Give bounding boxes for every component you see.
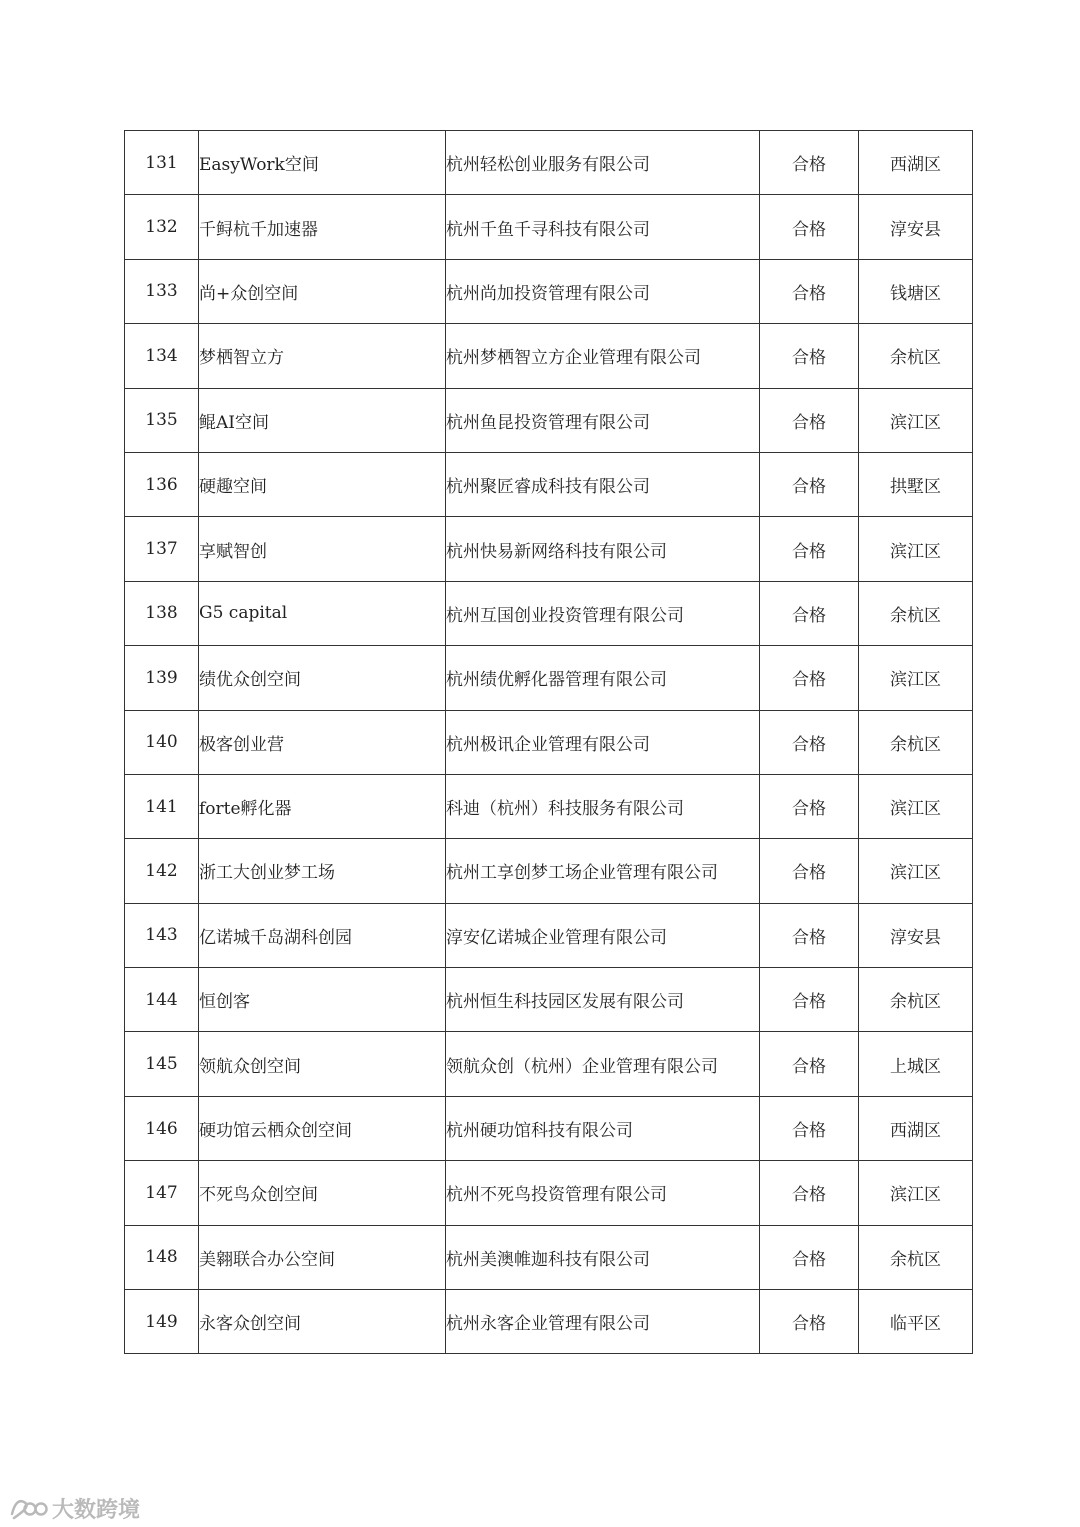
cell-operator-company: 杭州快易新网络科技有限公司 — [446, 517, 760, 581]
cell-number: 144 — [125, 968, 199, 1032]
cell-assessment-result: 合格 — [760, 1225, 859, 1289]
cell-district: 临平区 — [859, 1290, 973, 1354]
cell-space-name: 尚+众创空间 — [199, 259, 446, 323]
space-list-table — [124, 130, 973, 1354]
cell-district: 淳安县 — [859, 195, 973, 259]
cell-assessment-result: 合格 — [760, 131, 859, 195]
cell-assessment-result: 合格 — [760, 581, 859, 645]
cell-operator-company: 杭州恒生科技园区发展有限公司 — [446, 968, 760, 1032]
cell-number: 135 — [125, 388, 199, 452]
cell-district: 余杭区 — [859, 324, 973, 388]
cell-district: 滨江区 — [859, 388, 973, 452]
cell-number: 140 — [125, 710, 199, 774]
cell-operator-company: 杭州极讯企业管理有限公司 — [446, 710, 760, 774]
cell-number: 132 — [125, 195, 199, 259]
cell-number: 141 — [125, 774, 199, 838]
cell-space-name: 享赋智创 — [199, 517, 446, 581]
table-row — [125, 259, 973, 323]
cell-district: 淳安县 — [859, 903, 973, 967]
cell-assessment-result: 合格 — [760, 388, 859, 452]
cell-number: 147 — [125, 1161, 199, 1225]
cell-operator-company: 杭州聚匠睿成科技有限公司 — [446, 452, 760, 516]
cell-operator-company: 杭州鱼昆投资管理有限公司 — [446, 388, 760, 452]
cell-space-name: EasyWork空间 — [199, 131, 446, 195]
cell-assessment-result: 合格 — [760, 1290, 859, 1354]
cell-number: 131 — [125, 131, 199, 195]
cell-district: 余杭区 — [859, 1225, 973, 1289]
cell-district: 拱墅区 — [859, 452, 973, 516]
table-row — [125, 1225, 973, 1289]
cell-district: 余杭区 — [859, 710, 973, 774]
table-row — [125, 1290, 973, 1354]
cell-assessment-result: 合格 — [760, 646, 859, 710]
table-row — [125, 517, 973, 581]
cell-operator-company: 科迪（杭州）科技服务有限公司 — [446, 774, 760, 838]
cell-number: 136 — [125, 452, 199, 516]
cell-space-name: 梦栖智立方 — [199, 324, 446, 388]
cell-number: 133 — [125, 259, 199, 323]
cell-operator-company: 杭州不死鸟投资管理有限公司 — [446, 1161, 760, 1225]
cell-space-name: 硬功馆云栖众创空间 — [199, 1096, 446, 1160]
cell-number: 143 — [125, 903, 199, 967]
cell-space-name: 硬趣空间 — [199, 452, 446, 516]
cell-number: 149 — [125, 1290, 199, 1354]
table-row — [125, 968, 973, 1032]
cell-district: 滨江区 — [859, 517, 973, 581]
cell-district: 钱塘区 — [859, 259, 973, 323]
cell-operator-company: 领航众创（杭州）企业管理有限公司 — [446, 1032, 760, 1096]
cell-operator-company: 杭州永客企业管理有限公司 — [446, 1290, 760, 1354]
table-row — [125, 1096, 973, 1160]
cell-space-name: 绩优众创空间 — [199, 646, 446, 710]
cell-assessment-result: 合格 — [760, 517, 859, 581]
cell-assessment-result: 合格 — [760, 1161, 859, 1225]
cell-assessment-result: 合格 — [760, 903, 859, 967]
cell-space-name: 美翱联合办公空间 — [199, 1225, 446, 1289]
cell-assessment-result: 合格 — [760, 195, 859, 259]
table-row — [125, 195, 973, 259]
cell-number: 139 — [125, 646, 199, 710]
cell-district: 余杭区 — [859, 581, 973, 645]
cell-district: 滨江区 — [859, 774, 973, 838]
cell-number: 148 — [125, 1225, 199, 1289]
cell-operator-company: 杭州轻松创业服务有限公司 — [446, 131, 760, 195]
table-row — [125, 774, 973, 838]
cell-operator-company: 杭州美澳帷迦科技有限公司 — [446, 1225, 760, 1289]
table-row — [125, 710, 973, 774]
cell-space-name: forte孵化器 — [199, 774, 446, 838]
table-row — [125, 646, 973, 710]
cell-space-name: 亿诺城千岛湖科创园 — [199, 903, 446, 967]
cell-space-name: 永客众创空间 — [199, 1290, 446, 1354]
cell-space-name: 极客创业营 — [199, 710, 446, 774]
cell-district: 滨江区 — [859, 646, 973, 710]
cell-operator-company: 杭州硬功馆科技有限公司 — [446, 1096, 760, 1160]
cell-number: 146 — [125, 1096, 199, 1160]
table-row — [125, 839, 973, 903]
cell-space-name: 恒创客 — [199, 968, 446, 1032]
table-row — [125, 1161, 973, 1225]
cell-district: 余杭区 — [859, 968, 973, 1032]
watermark — [8, 1492, 140, 1524]
cell-assessment-result: 合格 — [760, 452, 859, 516]
cell-operator-company: 杭州工享创梦工场企业管理有限公司 — [446, 839, 760, 903]
table-row — [125, 388, 973, 452]
cell-district: 滨江区 — [859, 839, 973, 903]
table-body — [125, 131, 973, 1354]
cell-assessment-result: 合格 — [760, 774, 859, 838]
cell-number: 137 — [125, 517, 199, 581]
cell-assessment-result: 合格 — [760, 839, 859, 903]
cell-number: 142 — [125, 839, 199, 903]
cell-operator-company: 杭州互国创业投资管理有限公司 — [446, 581, 760, 645]
cell-district: 西湖区 — [859, 131, 973, 195]
cell-operator-company: 杭州梦栖智立方企业管理有限公司 — [446, 324, 760, 388]
brand-logo-icon — [8, 1494, 48, 1522]
table-row — [125, 903, 973, 967]
cell-assessment-result: 合格 — [760, 1032, 859, 1096]
watermark-text: 大数跨境 — [52, 1497, 141, 1523]
cell-assessment-result: 合格 — [760, 968, 859, 1032]
cell-space-name: 千鲟杭千加速器 — [199, 195, 446, 259]
cell-assessment-result: 合格 — [760, 710, 859, 774]
table-row — [125, 324, 973, 388]
cell-district: 上城区 — [859, 1032, 973, 1096]
cell-operator-company: 淳安亿诺城企业管理有限公司 — [446, 903, 760, 967]
cell-space-name: 领航众创空间 — [199, 1032, 446, 1096]
cell-assessment-result: 合格 — [760, 1096, 859, 1160]
cell-assessment-result: 合格 — [760, 259, 859, 323]
cell-space-name: 不死鸟众创空间 — [199, 1161, 446, 1225]
cell-operator-company: 杭州千鱼千寻科技有限公司 — [446, 195, 760, 259]
cell-operator-company: 杭州绩优孵化器管理有限公司 — [446, 646, 760, 710]
cell-assessment-result: 合格 — [760, 324, 859, 388]
cell-operator-company: 杭州尚加投资管理有限公司 — [446, 259, 760, 323]
cell-number: 145 — [125, 1032, 199, 1096]
cell-district: 西湖区 — [859, 1096, 973, 1160]
table-row — [125, 581, 973, 645]
cell-number: 134 — [125, 324, 199, 388]
cell-space-name: 浙工大创业梦工场 — [199, 839, 446, 903]
table-row — [125, 1032, 973, 1096]
table-row — [125, 452, 973, 516]
table-row — [125, 131, 973, 195]
cell-space-name: G5 capital — [199, 581, 446, 645]
cell-number: 138 — [125, 581, 199, 645]
cell-district: 滨江区 — [859, 1161, 973, 1225]
cell-space-name: 鲲AI空间 — [199, 388, 446, 452]
